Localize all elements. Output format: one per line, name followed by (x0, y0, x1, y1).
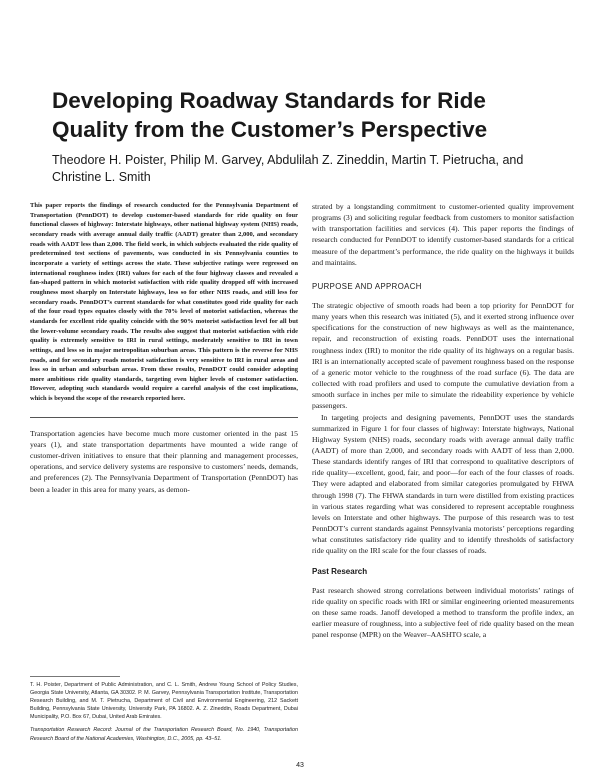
right-column (312, 201, 574, 640)
footnotes (30, 676, 298, 743)
left-column (30, 201, 298, 495)
footnote-citation: Transportation Research Record: Journal of the Transportation Research Board, No. 1940, Transportation Research Board of the National Academies, Washington, D.C., 2005, pp. 43–51. (30, 727, 298, 742)
abstract-divider (30, 417, 298, 418)
purpose-paragraph-1: The strategic objective of smooth roads had been a top priority for PennDOT for many years when this research was initiated (5), and it exerted strong influence over specifications for the construction of new highways as well as the maintenance, repair, and reconstruction of existing roads. PennDOT uses the international roughness index (IRI) to monitor the ride quality of its highways on a regular basis. IRI is an internationally accepted scale of pavement roughness based on the response of a generic motor vehicle to the roughness of the road surface (6). The data are collected with road profilers and used to compute the cumulative deviation from a smooth surface in inches per mile to simulate the rideability experience by vehicle passengers. (312, 300, 574, 411)
purpose-paragraph-2: In targeting projects and designing pavements, PennDOT uses the standards summarized in Figure 1 for four classes of highway: Interstate highways, National Highway System (NHS) roads, secondary roads with average annual daily traffic (AADT) of more than 2,000, and secondary roads with AADT of less than 2,000. These standards identify ranges of IRI that correspond to qualitative descriptors of ride quality—excellent, good, fair, and poor—for each of the four classes of roads. They were adapted and elaborated from similar categories promulgated by FHWA through 1998 (7). The FHWA standards in turn were distilled from existing practices in various states regarding what was considered to represent acceptable roughness levels on Interstate and other highways. The purpose of this research was to test PennDOT’s current standards against Pennsylvania motorists’ perceptions regarding what constitutes satisfactory ride quality and to identify thresholds of satisfactory ride quality on the IRI scale for the four classes of roads. (312, 412, 574, 556)
page-number: 43 (296, 762, 304, 769)
subsection-heading-past-research: Past Research (312, 566, 368, 576)
section-heading-purpose: PURPOSE AND APPROACH (312, 281, 422, 291)
footnote-divider (30, 676, 120, 677)
intro-continuation: strated by a longstanding commitment to customer-oriented quality improvement programs (3) and soliciting regular feedback from customers to monitor satisfaction with transportation facilities and services (4). This paper reports the findings of research conducted for PennDOT to identify customer-based standards for a critical measure of the department’s performance, the ride quality on the highways it builds and maintains. (312, 202, 574, 267)
author-list: Theodore H. Poister, Philip M. Garvey, Abdulilah Z. Zineddin, Martin T. Pietrucha, and Christine L. Smith (52, 153, 524, 184)
footnote-affiliations: T. H. Poister, Department of Public Administration, and C. L. Smith, Andrew Young School of Policy Studies, Georgia State University, Atlanta, GA 30302. P. M. Garvey, Pennsylvania Transportation Institute, Transportation Research Building, and M. T. Pietrucha, Department of Civil and Environmental Engineering, 212 Sackett Building, Pennsylvania State University, University Park, PA 16802. A. Z. Zineddin, Roads Department, Dubai Municipality, P.O. Box 67, Dubai, United Arab Emirates. (30, 682, 298, 721)
page-title: Developing Roadway Standards for Ride Quality from the Customer’s Perspective (52, 88, 488, 142)
past-research-paragraph: Past research showed strong correlations between individual motorists’ ratings of ride quality on specific roads with IRI or similar engineering oriented measurements on these same roads. Janoff developed a method to transform the profile index, an earlier measure of roughness, into a subjective feel of ride quality based on the mean panel response (MPR) on the Weaver–AASHTO scale, a (312, 585, 574, 640)
abstract: This paper reports the findings of research conducted for the Pennsylvania Department of Transportation (PennDOT) to develop customer-based standards for ride quality on four functional classes of highway: Interstate highways, other national highway system (NHS) roads, secondary roads with average annual daily traffic (AADT) greater than 2,000, and secondary roads with AADT less than 2,000. The field work, in which subjects evaluated the ride quality of predetermined test sections of pavements, was conducted in six Pennsylvania counties to incorporate a variety of settings across the state. These subjective ratings were regressed on international roughness index (IRI) values for each of the four highway classes and revealed a fan-shaped pattern in which motorist satisfaction with ride quality dropped off with increased roughness most sharply on Interstate highways, less so for other NHS roads, and still less for secondary roads. PennDOT’s current standards for what constitutes good ride quality for each of the four road types equates closely with the 70% level of motorist satisfaction, whereas the standards for excellent ride quality coincide with the 90% motorist satisfaction level for all but the lower-volume secondary roads. The results also suggest that motorist satisfaction with ride quality is extremely sensitive to IRI in rural settings, moderately sensitive to IRI in town settings, and less so in major metropolitan suburban areas. This pattern is the reverse for NHS roads, and for secondary roads motorist satisfaction is very sensitive to IRI in rural areas and less so in urban and suburban areas. From these results, PennDOT could consider adopting more ambitious ride quality standards, targeting even higher levels of customer satisfaction. However, adopting such standards would require a careful analysis of the cost implications, which is beyond the scope of the research reported here. (30, 202, 298, 403)
intro-paragraph: Transportation agencies have become much more customer oriented in the past 15 years (1), and state transportation departments have mounted a wide range of customer-driven initiatives to ensure that their planning and management processes, operations, and service delivery systems are responsive to customers’ needs, demands, and preferences (2). The Pennsylvania Department of Transportation (PennDOT) has been a leader in this area for many years, as demon- (30, 428, 298, 494)
